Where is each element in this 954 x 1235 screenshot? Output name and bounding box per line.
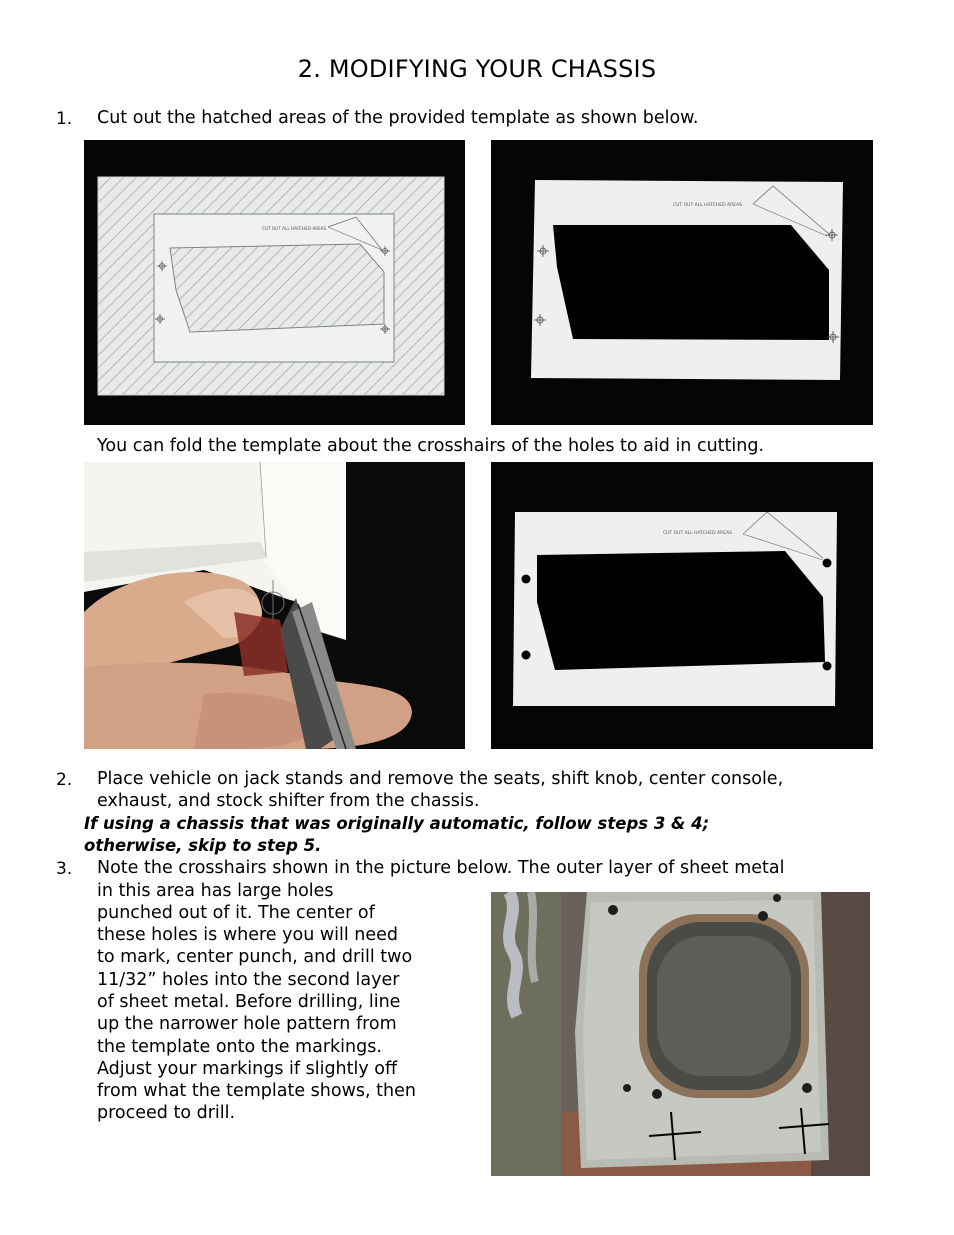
step-2-text-line-1: Place vehicle on jack stands and remove the seats, shift knob, center console, xyxy=(97,769,784,789)
step-3-number: 3. xyxy=(56,859,73,879)
step-3-text-line-2: in this area has large holes xyxy=(97,881,334,901)
step-3-text-line-6: 11/32” holes into the second layer xyxy=(97,970,400,990)
step-3-text-line-10: Adjust your markings if slightly off xyxy=(97,1059,398,1079)
photo-cut-template xyxy=(491,140,873,425)
step-3-text-line-4: these holes is where you will need xyxy=(97,925,399,945)
automatic-note-line-2: otherwise, skip to step 5. xyxy=(84,836,322,855)
step-3-text-line-7: of sheet metal. Before drilling, line xyxy=(97,992,401,1012)
photo-punched-template xyxy=(491,462,873,749)
svg-text:CUT OUT ALL HATCHED AREAS: CUT OUT ALL HATCHED AREAS xyxy=(673,203,742,208)
step-1-number: 1. xyxy=(56,109,73,129)
step-3-text-line-12: proceed to drill. xyxy=(97,1103,236,1123)
step-3-text-line-11: from what the template shows, then xyxy=(97,1081,416,1101)
photo-folding-cutting xyxy=(84,462,465,749)
template-label: CUT OUT ALL HATCHED AREAS xyxy=(262,226,327,231)
fold-caption: You can fold the template about the crosshairs of the holes to aid in cutting. xyxy=(97,436,765,456)
step-2-number: 2. xyxy=(56,770,73,790)
step-3-text-line-9: the template onto the markings. xyxy=(97,1037,382,1057)
step-3-text-line-5: to mark, center punch, and drill two xyxy=(97,947,413,967)
page-title: 2. MODIFYING YOUR CHASSIS xyxy=(297,55,657,83)
automatic-note-line-1: If using a chassis that was originally automatic, follow steps 3 & 4; xyxy=(84,814,710,833)
step-3-text-line-1: Note the crosshairs shown in the picture below. The outer layer of sheet metal xyxy=(97,858,785,878)
step-3-text-line-8: up the narrower hole pattern from xyxy=(97,1014,397,1034)
photo-hatched-template xyxy=(84,140,465,425)
step-3-text-line-3: punched out of it. The center of xyxy=(97,903,375,923)
photo-chassis-crosshairs xyxy=(491,892,870,1176)
step-2-text-line-2: exhaust, and stock shifter from the chassis. xyxy=(97,791,480,811)
svg-text:CUT OUT ALL HATCHED AREAS: CUT OUT ALL HATCHED AREAS xyxy=(663,531,732,536)
step-1-text: Cut out the hatched areas of the provided template as shown below. xyxy=(97,108,699,128)
